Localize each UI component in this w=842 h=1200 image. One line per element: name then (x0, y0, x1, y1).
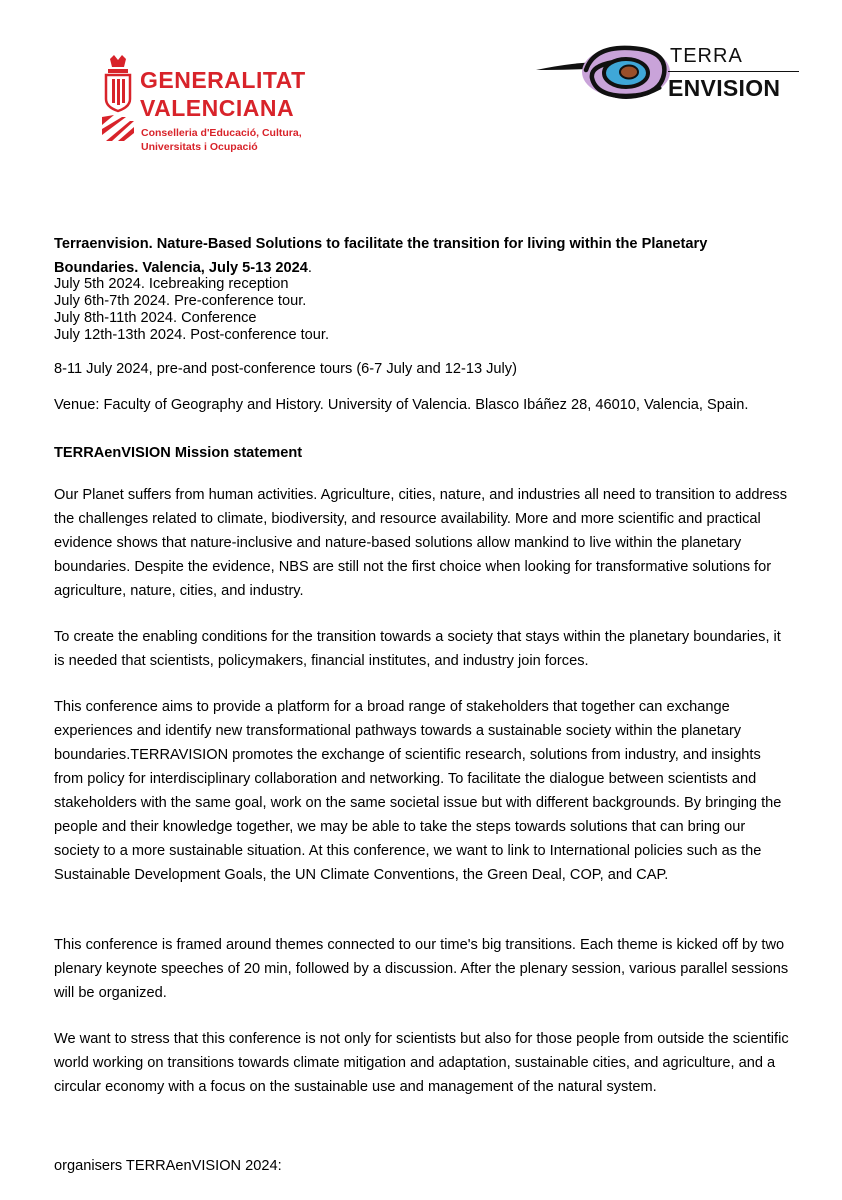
title-bold: Terraenvision. Nature-Based Solutions to facilitate the transition for living within the Planetary Boundaries. Valencia, July 5-13 2024 (54, 236, 708, 276)
paragraph: This conference is framed around themes connected to our time's big transitions. Each theme is kicked off by two plenary keynote speeches of 20 min, followed by a discussion. After the plenary session, various parallel sessions will be organized. (54, 937, 789, 1001)
title-period: . (307, 260, 312, 276)
logo-subtitle-line2: Universitats i Ocupació (141, 141, 258, 153)
logo-envision-text: ENVISION (668, 75, 781, 101)
paragraph: This conference aims to provide a platform for a broad range of stakeholders that together can exchange experiences and identify new transformational pathways towards a sustainable society within the planetary boundaries.TERRAVISION promotes the exchange of scientific research, solutions from industry, and insights from policy for interdisciplinary collaboration and networking. To facilitate the dialogue between scientists and stakeholders with the same goal, work on the same societal issue but with different backgrounds. By bringing the people and their knowledge together, we may be able to take the steps towards solutions that can bring our society to a more sustainable situation. At this conference, we want to link to International policies such as the Sustainable Development Goals, the UN Climate Conventions, the Green Deal, COP, and CAP. (54, 699, 782, 883)
terra-envision-eye-icon (534, 40, 674, 110)
paragraph: Our Planet suffers from human activities. Agriculture, cities, nature, and industries all need to transition to address the challenges related to climate, biodiversity, and resource availability. More and more scientific and practical evidence shows that nature-inclusive and nature-based solutions allow mankind to live within the planetary boundaries. Despite the evidence, NBS are still not the first choice when looking for transformative solutions for agriculture, nature, cities, and industry. (54, 487, 788, 599)
venue-text: Venue: Faculty of Geography and History. University of Valencia. Blasco Ibáñez 28, 46010, Valencia, Spain. (54, 397, 749, 413)
generalitat-valenciana-logo (100, 55, 330, 153)
conference-dates: 8-11 July 2024, pre-and post-conference tours (6-7 July and 12-13 July) (54, 361, 517, 377)
schedule-item: July 8th-11th 2024. Conference (54, 310, 257, 326)
organisers-label: organisers TERRAenVISION 2024: (54, 1158, 282, 1174)
logo-name-line1: GENERALITAT (140, 67, 306, 93)
paragraph: We want to stress that this conference is not only for scientists but also for those people from outside the scientific world working on transitions towards climate mitigation and adaptation, sustainable cities, and agriculture, and a circular economy with a focus on the sustainable use and management of the natural system. (54, 1031, 789, 1095)
paragraph: To create the enabling conditions for the transition towards a society that stays within the planetary boundaries, it is needed that scientists, policymakers, financial institutes, and industry join forces. (54, 629, 781, 669)
schedule-item: July 5th 2024. Icebreaking reception (54, 276, 289, 292)
logo-subtitle-line1: Conselleria d'Educació, Cultura, (141, 127, 302, 139)
mission-heading: TERRAenVISION Mission statement (54, 445, 303, 461)
schedule-list (54, 276, 794, 344)
generalitat-emblem-icon (100, 55, 136, 143)
schedule-item: July 6th-7th 2024. Pre-conference tour. (54, 293, 307, 309)
logo-terra-text: TERRA (670, 45, 743, 67)
document-title (54, 232, 794, 280)
logo-name-line2: VALENCIANA (140, 95, 295, 121)
schedule-item: July 12th-13th 2024. Post-conference tour. (54, 327, 330, 343)
logo-divider (668, 71, 799, 72)
